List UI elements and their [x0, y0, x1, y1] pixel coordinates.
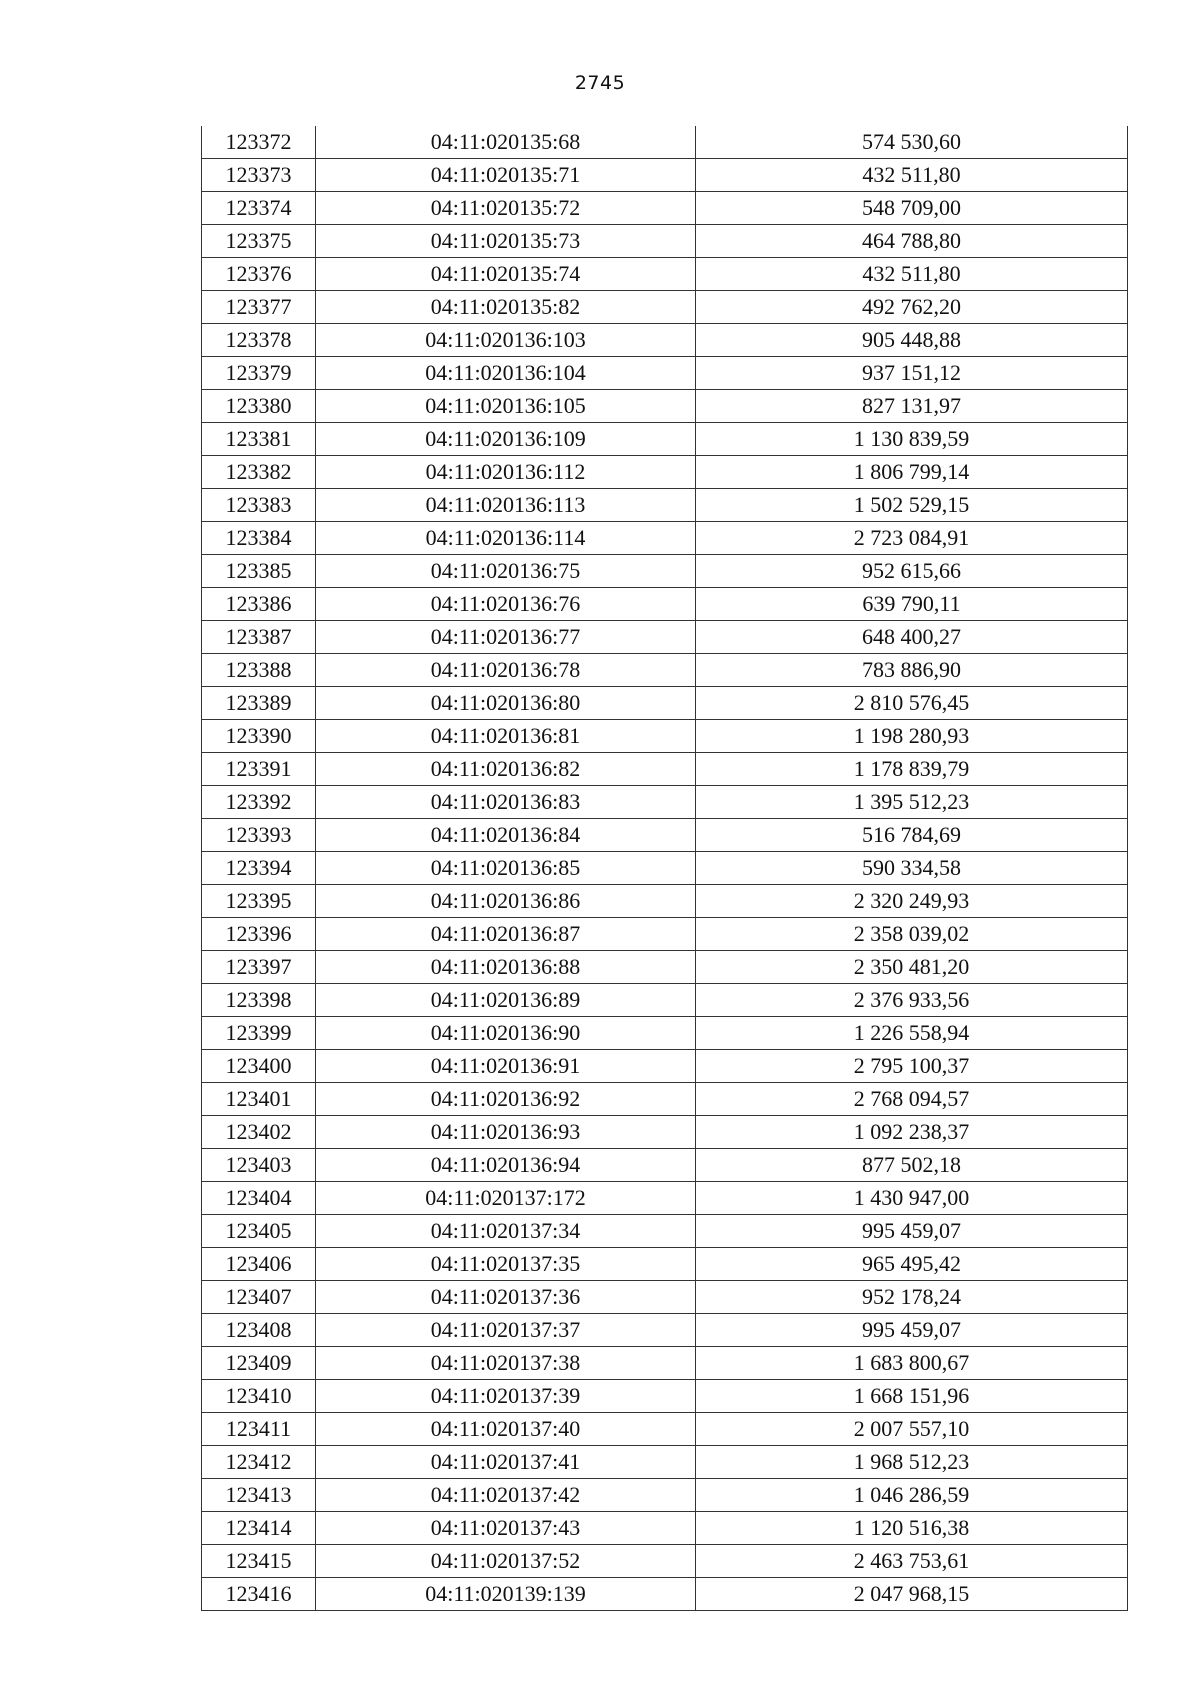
table-row [202, 885, 1128, 918]
row-number-cell: 123395 [202, 885, 316, 918]
row-number-cell: 123392 [202, 786, 316, 819]
cadastral-number-cell: 04:11:020136:80 [316, 687, 696, 720]
cadastral-number-cell: 04:11:020137:34 [316, 1215, 696, 1248]
value-cell: 548 709,00 [696, 192, 1128, 225]
value-cell: 2 768 094,57 [696, 1083, 1128, 1116]
cadastral-number-cell: 04:11:020137:43 [316, 1512, 696, 1545]
cadastral-number-cell: 04:11:020137:36 [316, 1281, 696, 1314]
cadastral-number-cell: 04:11:020136:88 [316, 951, 696, 984]
row-number-cell: 123375 [202, 225, 316, 258]
cadastral-number-cell: 04:11:020136:114 [316, 522, 696, 555]
value-cell: 952 178,24 [696, 1281, 1128, 1314]
value-cell: 2 810 576,45 [696, 687, 1128, 720]
table-row [202, 1479, 1128, 1512]
table-row [202, 687, 1128, 720]
cadastral-number-cell: 04:11:020136:85 [316, 852, 696, 885]
row-number-cell: 123386 [202, 588, 316, 621]
row-number-cell: 123404 [202, 1182, 316, 1215]
row-number-cell: 123393 [202, 819, 316, 852]
cadastral-number-cell: 04:11:020136:77 [316, 621, 696, 654]
cadastral-number-cell: 04:11:020137:39 [316, 1380, 696, 1413]
table-row [202, 357, 1128, 390]
table-row [202, 1017, 1128, 1050]
value-cell: 2 723 084,91 [696, 522, 1128, 555]
table-row [202, 291, 1128, 324]
cadastral-number-cell: 04:11:020135:72 [316, 192, 696, 225]
value-cell: 1 120 516,38 [696, 1512, 1128, 1545]
value-cell: 1 092 238,37 [696, 1116, 1128, 1149]
value-cell: 648 400,27 [696, 621, 1128, 654]
cadastral-number-cell: 04:11:020136:93 [316, 1116, 696, 1149]
row-number-cell: 123377 [202, 291, 316, 324]
value-cell: 516 784,69 [696, 819, 1128, 852]
table-row [202, 1116, 1128, 1149]
cadastral-number-cell: 04:11:020136:89 [316, 984, 696, 1017]
row-number-cell: 123394 [202, 852, 316, 885]
table-row [202, 555, 1128, 588]
row-number-cell: 123390 [202, 720, 316, 753]
value-cell: 937 151,12 [696, 357, 1128, 390]
row-number-cell: 123389 [202, 687, 316, 720]
value-cell: 877 502,18 [696, 1149, 1128, 1182]
table-row [202, 1545, 1128, 1578]
table-row [202, 588, 1128, 621]
value-cell: 965 495,42 [696, 1248, 1128, 1281]
row-number-cell: 123398 [202, 984, 316, 1017]
cadastral-number-cell: 04:11:020136:103 [316, 324, 696, 357]
cadastral-number-cell: 04:11:020135:82 [316, 291, 696, 324]
cadastral-number-cell: 04:11:020136:82 [316, 753, 696, 786]
cadastral-number-cell: 04:11:020137:42 [316, 1479, 696, 1512]
page-number: 2745 [574, 72, 626, 94]
data-table [201, 126, 1128, 1611]
row-number-cell: 123405 [202, 1215, 316, 1248]
table-row [202, 852, 1128, 885]
value-cell: 2 007 557,10 [696, 1413, 1128, 1446]
cadastral-number-cell: 04:11:020137:35 [316, 1248, 696, 1281]
cadastral-number-cell: 04:11:020136:76 [316, 588, 696, 621]
row-number-cell: 123406 [202, 1248, 316, 1281]
table-row [202, 258, 1128, 291]
value-cell: 1 046 286,59 [696, 1479, 1128, 1512]
table-row [202, 819, 1128, 852]
cadastral-number-cell: 04:11:020137:40 [316, 1413, 696, 1446]
cadastral-number-cell: 04:11:020135:68 [316, 126, 696, 159]
row-number-cell: 123379 [202, 357, 316, 390]
value-cell: 432 511,80 [696, 258, 1128, 291]
value-cell: 464 788,80 [696, 225, 1128, 258]
table-row [202, 753, 1128, 786]
cadastral-number-cell: 04:11:020136:87 [316, 918, 696, 951]
table-row [202, 1314, 1128, 1347]
row-number-cell: 123388 [202, 654, 316, 687]
row-number-cell: 123382 [202, 456, 316, 489]
row-number-cell: 123410 [202, 1380, 316, 1413]
cadastral-number-cell: 04:11:020136:91 [316, 1050, 696, 1083]
table-row [202, 1413, 1128, 1446]
value-cell: 2 376 933,56 [696, 984, 1128, 1017]
row-number-cell: 123384 [202, 522, 316, 555]
cadastral-number-cell: 04:11:020136:92 [316, 1083, 696, 1116]
table-row [202, 951, 1128, 984]
row-number-cell: 123414 [202, 1512, 316, 1545]
cadastral-number-cell: 04:11:020135:71 [316, 159, 696, 192]
row-number-cell: 123408 [202, 1314, 316, 1347]
row-number-cell: 123416 [202, 1578, 316, 1611]
cadastral-number-cell: 04:11:020137:52 [316, 1545, 696, 1578]
value-cell: 590 334,58 [696, 852, 1128, 885]
table-row [202, 1578, 1128, 1611]
row-number-cell: 123400 [202, 1050, 316, 1083]
table-row [202, 390, 1128, 423]
table-row [202, 1380, 1128, 1413]
cadastral-number-cell: 04:11:020135:74 [316, 258, 696, 291]
cadastral-number-cell: 04:11:020136:109 [316, 423, 696, 456]
value-cell: 995 459,07 [696, 1215, 1128, 1248]
value-cell: 492 762,20 [696, 291, 1128, 324]
table-row [202, 192, 1128, 225]
cadastral-number-cell: 04:11:020137:41 [316, 1446, 696, 1479]
table-row [202, 1215, 1128, 1248]
cadastral-number-cell: 04:11:020136:86 [316, 885, 696, 918]
table-row [202, 654, 1128, 687]
table-row [202, 456, 1128, 489]
table-row [202, 324, 1128, 357]
value-cell: 2 795 100,37 [696, 1050, 1128, 1083]
table-row [202, 1512, 1128, 1545]
value-cell: 574 530,60 [696, 126, 1128, 159]
table-row [202, 1281, 1128, 1314]
table-body [202, 126, 1128, 1611]
cadastral-number-cell: 04:11:020136:90 [316, 1017, 696, 1050]
value-cell: 1 130 839,59 [696, 423, 1128, 456]
row-number-cell: 123374 [202, 192, 316, 225]
row-number-cell: 123383 [202, 489, 316, 522]
value-cell: 905 448,88 [696, 324, 1128, 357]
value-cell: 1 395 512,23 [696, 786, 1128, 819]
row-number-cell: 123409 [202, 1347, 316, 1380]
cadastral-number-cell: 04:11:020136:84 [316, 819, 696, 852]
row-number-cell: 123403 [202, 1149, 316, 1182]
table-row [202, 1347, 1128, 1380]
cadastral-number-cell: 04:11:020136:78 [316, 654, 696, 687]
table-row [202, 159, 1128, 192]
value-cell: 1 968 512,23 [696, 1446, 1128, 1479]
table-row [202, 1248, 1128, 1281]
row-number-cell: 123407 [202, 1281, 316, 1314]
value-cell: 432 511,80 [696, 159, 1128, 192]
table-row [202, 1050, 1128, 1083]
value-cell: 639 790,11 [696, 588, 1128, 621]
table-row [202, 225, 1128, 258]
value-cell: 1 806 799,14 [696, 456, 1128, 489]
value-cell: 1 430 947,00 [696, 1182, 1128, 1215]
value-cell: 1 198 280,93 [696, 720, 1128, 753]
table-row [202, 522, 1128, 555]
row-number-cell: 123396 [202, 918, 316, 951]
row-number-cell: 123415 [202, 1545, 316, 1578]
cadastral-number-cell: 04:11:020136:113 [316, 489, 696, 522]
row-number-cell: 123412 [202, 1446, 316, 1479]
cadastral-number-cell: 04:11:020137:172 [316, 1182, 696, 1215]
value-cell: 995 459,07 [696, 1314, 1128, 1347]
table-row [202, 126, 1128, 159]
row-number-cell: 123376 [202, 258, 316, 291]
cadastral-number-cell: 04:11:020137:38 [316, 1347, 696, 1380]
table-row [202, 1083, 1128, 1116]
value-cell: 1 668 151,96 [696, 1380, 1128, 1413]
cadastral-number-cell: 04:11:020136:105 [316, 390, 696, 423]
row-number-cell: 123372 [202, 126, 316, 159]
row-number-cell: 123399 [202, 1017, 316, 1050]
cadastral-number-cell: 04:11:020135:73 [316, 225, 696, 258]
cadastral-number-cell: 04:11:020139:139 [316, 1578, 696, 1611]
row-number-cell: 123411 [202, 1413, 316, 1446]
table-row [202, 984, 1128, 1017]
table-row [202, 918, 1128, 951]
table-row [202, 1149, 1128, 1182]
row-number-cell: 123402 [202, 1116, 316, 1149]
row-number-cell: 123413 [202, 1479, 316, 1512]
value-cell: 783 886,90 [696, 654, 1128, 687]
table-row [202, 786, 1128, 819]
table-row [202, 720, 1128, 753]
value-cell: 2 320 249,93 [696, 885, 1128, 918]
cadastral-number-cell: 04:11:020136:83 [316, 786, 696, 819]
table-row [202, 1182, 1128, 1215]
table-row [202, 1446, 1128, 1479]
row-number-cell: 123397 [202, 951, 316, 984]
cadastral-number-cell: 04:11:020136:112 [316, 456, 696, 489]
value-cell: 2 463 753,61 [696, 1545, 1128, 1578]
table-row [202, 423, 1128, 456]
value-cell: 2 358 039,02 [696, 918, 1128, 951]
row-number-cell: 123373 [202, 159, 316, 192]
value-cell: 2 047 968,15 [696, 1578, 1128, 1611]
value-cell: 1 226 558,94 [696, 1017, 1128, 1050]
row-number-cell: 123391 [202, 753, 316, 786]
cadastral-number-cell: 04:11:020136:104 [316, 357, 696, 390]
cadastral-number-cell: 04:11:020136:94 [316, 1149, 696, 1182]
row-number-cell: 123378 [202, 324, 316, 357]
row-number-cell: 123401 [202, 1083, 316, 1116]
row-number-cell: 123387 [202, 621, 316, 654]
table-row [202, 621, 1128, 654]
cadastral-number-cell: 04:11:020136:75 [316, 555, 696, 588]
row-number-cell: 123381 [202, 423, 316, 456]
row-number-cell: 123380 [202, 390, 316, 423]
cadastral-number-cell: 04:11:020137:37 [316, 1314, 696, 1347]
value-cell: 827 131,97 [696, 390, 1128, 423]
table-row [202, 489, 1128, 522]
value-cell: 1 502 529,15 [696, 489, 1128, 522]
row-number-cell: 123385 [202, 555, 316, 588]
cadastral-number-cell: 04:11:020136:81 [316, 720, 696, 753]
value-cell: 952 615,66 [696, 555, 1128, 588]
value-cell: 1 178 839,79 [696, 753, 1128, 786]
value-cell: 2 350 481,20 [696, 951, 1128, 984]
value-cell: 1 683 800,67 [696, 1347, 1128, 1380]
